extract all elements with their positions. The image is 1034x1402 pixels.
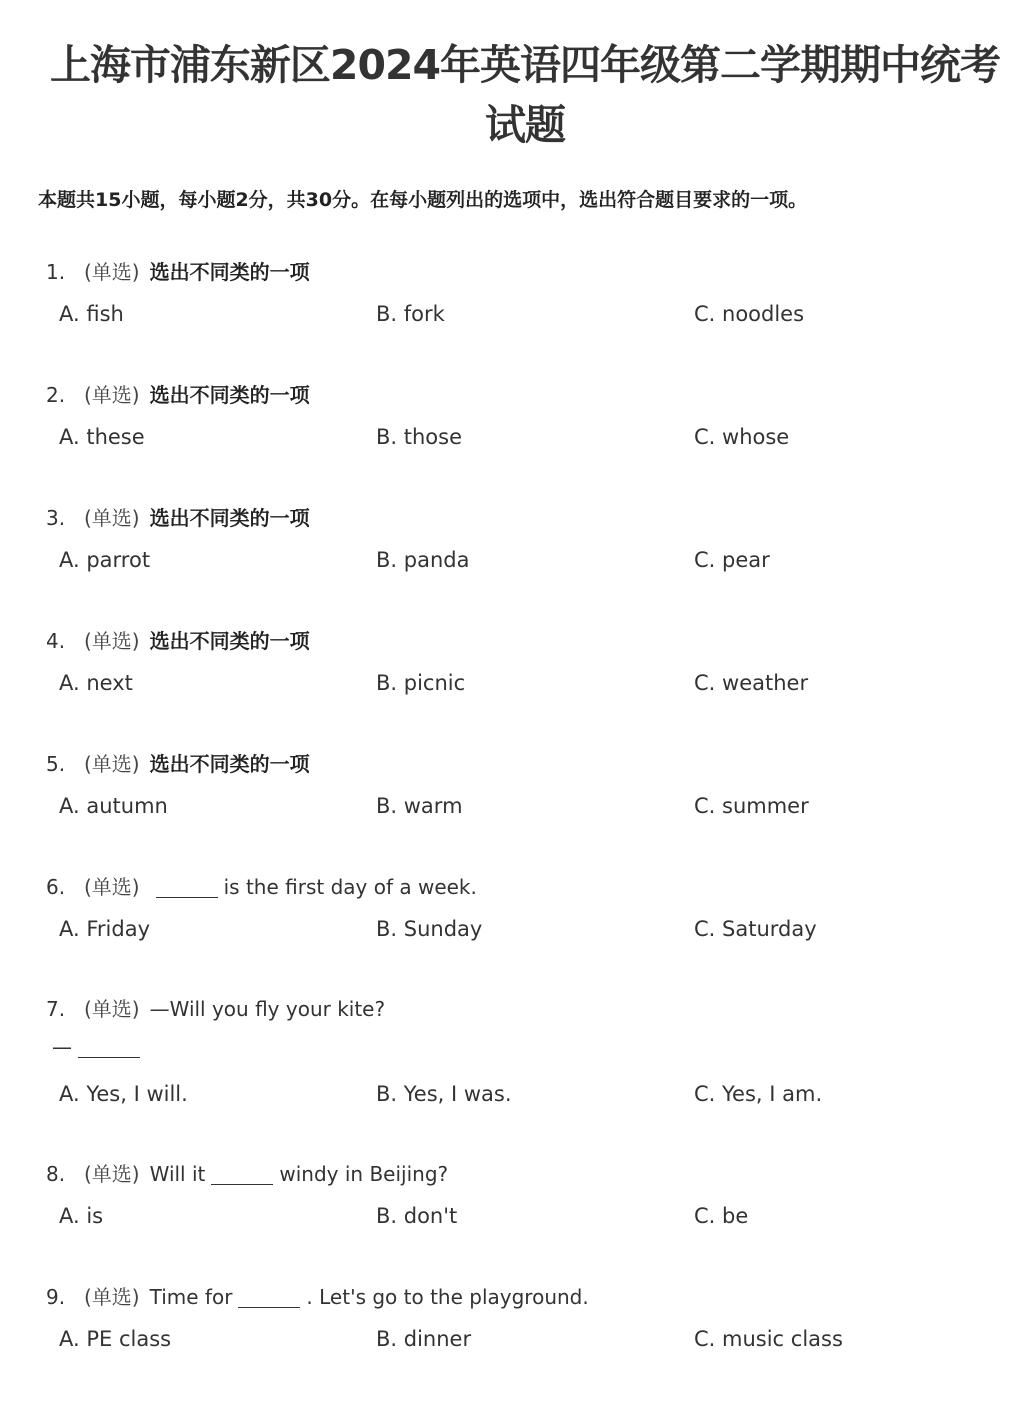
answer-blank[interactable] xyxy=(211,1164,273,1185)
option-b[interactable]: B. warm xyxy=(376,794,463,818)
option-b[interactable]: B. Sunday xyxy=(376,917,483,941)
option-b[interactable]: B. dinner xyxy=(376,1327,472,1351)
question-5 xyxy=(0,749,1034,849)
option-a[interactable]: A. Friday xyxy=(59,917,150,941)
option-a[interactable]: A. PE class xyxy=(59,1327,172,1351)
question-text: is the first day of a week. xyxy=(223,875,477,899)
question-stem xyxy=(46,626,310,656)
page-title: 上海市浦东新区2024年英语四年级第二学期期中统考 xyxy=(49,41,1001,89)
question-text: 选出不同类的一项 xyxy=(149,383,310,407)
question-number: 6. xyxy=(46,875,66,899)
answer-options xyxy=(0,545,1034,575)
answer-blank[interactable] xyxy=(238,1287,300,1308)
question-text: 选出不同类的一项 xyxy=(149,752,310,776)
question-number: 9. xyxy=(46,1285,66,1309)
answer-options xyxy=(0,914,1034,944)
option-a[interactable]: A. fish xyxy=(59,302,124,326)
question-text: 选出不同类的一项 xyxy=(149,629,310,653)
question-type-tag: (单选) xyxy=(84,875,140,899)
question-number: 8. xyxy=(46,1162,66,1186)
option-a[interactable]: A. autumn xyxy=(59,794,168,818)
answer-blank[interactable] xyxy=(156,877,218,898)
option-c[interactable]: C. noodles xyxy=(694,302,805,326)
question-type-tag: (单选) xyxy=(84,383,140,407)
question-text-after: . Let's go to the playground. xyxy=(306,1285,589,1309)
answer-options xyxy=(0,1201,1034,1231)
option-c[interactable]: C. pear xyxy=(694,548,770,572)
answer-options xyxy=(0,668,1034,698)
question-7 xyxy=(0,994,1034,1106)
question-stem xyxy=(46,994,385,1024)
answer-blank[interactable] xyxy=(78,1037,140,1058)
response-line xyxy=(52,1032,146,1062)
question-number: 4. xyxy=(46,629,66,653)
question-type-tag: (单选) xyxy=(84,1285,140,1309)
question-text-after: windy in Beijing? xyxy=(279,1162,449,1186)
question-stem xyxy=(46,503,310,533)
option-b[interactable]: B. don't xyxy=(376,1204,458,1228)
option-c[interactable]: C. whose xyxy=(694,425,790,449)
question-number: 3. xyxy=(46,506,66,530)
question-text: 选出不同类的一项 xyxy=(149,260,310,284)
option-a[interactable]: A. next xyxy=(59,671,133,695)
question-stem xyxy=(46,257,310,287)
question-3 xyxy=(0,503,1034,603)
question-text: —Will you fly your kite? xyxy=(149,997,386,1021)
answer-options xyxy=(0,299,1034,329)
option-b[interactable]: B. those xyxy=(376,425,463,449)
option-c[interactable]: C. Yes, I am. xyxy=(694,1082,823,1106)
question-type-tag: (单选) xyxy=(84,629,140,653)
question-type-tag: (单选) xyxy=(84,997,140,1021)
question-stem xyxy=(46,380,310,410)
question-text-before: Will it xyxy=(149,1162,206,1186)
option-c[interactable]: C. weather xyxy=(694,671,809,695)
answer-options xyxy=(0,1324,1034,1354)
question-1 xyxy=(0,257,1034,357)
question-type-tag: (单选) xyxy=(84,506,140,530)
question-type-tag: (单选) xyxy=(84,1162,140,1186)
option-a[interactable]: A. these xyxy=(59,425,145,449)
option-c[interactable]: C. Saturday xyxy=(694,917,817,941)
question-stem xyxy=(46,1159,448,1189)
question-8 xyxy=(0,1159,1034,1259)
question-number: 1. xyxy=(46,260,66,284)
question-text: 选出不同类的一项 xyxy=(149,506,310,530)
option-b[interactable]: B. Yes, I was. xyxy=(376,1082,512,1106)
question-text-before: Time for xyxy=(149,1285,233,1309)
question-stem xyxy=(46,872,477,902)
question-stem xyxy=(46,749,310,779)
option-a[interactable]: A. Yes, I will. xyxy=(59,1082,188,1106)
question-6 xyxy=(0,872,1034,972)
option-c[interactable]: C. be xyxy=(694,1204,749,1228)
dash-prefix: — xyxy=(52,1035,72,1059)
question-type-tag: (单选) xyxy=(84,260,140,284)
option-c[interactable]: C. music class xyxy=(694,1327,843,1351)
option-b[interactable]: B. panda xyxy=(376,548,470,572)
option-b[interactable]: B. fork xyxy=(376,302,445,326)
answer-options xyxy=(0,1079,1034,1109)
section-instructions: 本题共15小题，每小题2分，共30分。在每小题列出的选项中，选出符合题目要求的一项。 xyxy=(38,189,808,211)
question-2 xyxy=(0,380,1034,480)
question-stem xyxy=(46,1282,589,1312)
question-4 xyxy=(0,626,1034,726)
question-type-tag: (单选) xyxy=(84,752,140,776)
page-title-line2: 试题 xyxy=(485,101,565,149)
option-c[interactable]: C. summer xyxy=(694,794,809,818)
question-9 xyxy=(0,1282,1034,1382)
option-a[interactable]: A. is xyxy=(59,1204,104,1228)
option-b[interactable]: B. picnic xyxy=(376,671,466,695)
question-number: 7. xyxy=(46,997,66,1021)
answer-options xyxy=(0,422,1034,452)
option-a[interactable]: A. parrot xyxy=(59,548,151,572)
question-number: 2. xyxy=(46,383,66,407)
answer-options xyxy=(0,791,1034,821)
question-number: 5. xyxy=(46,752,66,776)
